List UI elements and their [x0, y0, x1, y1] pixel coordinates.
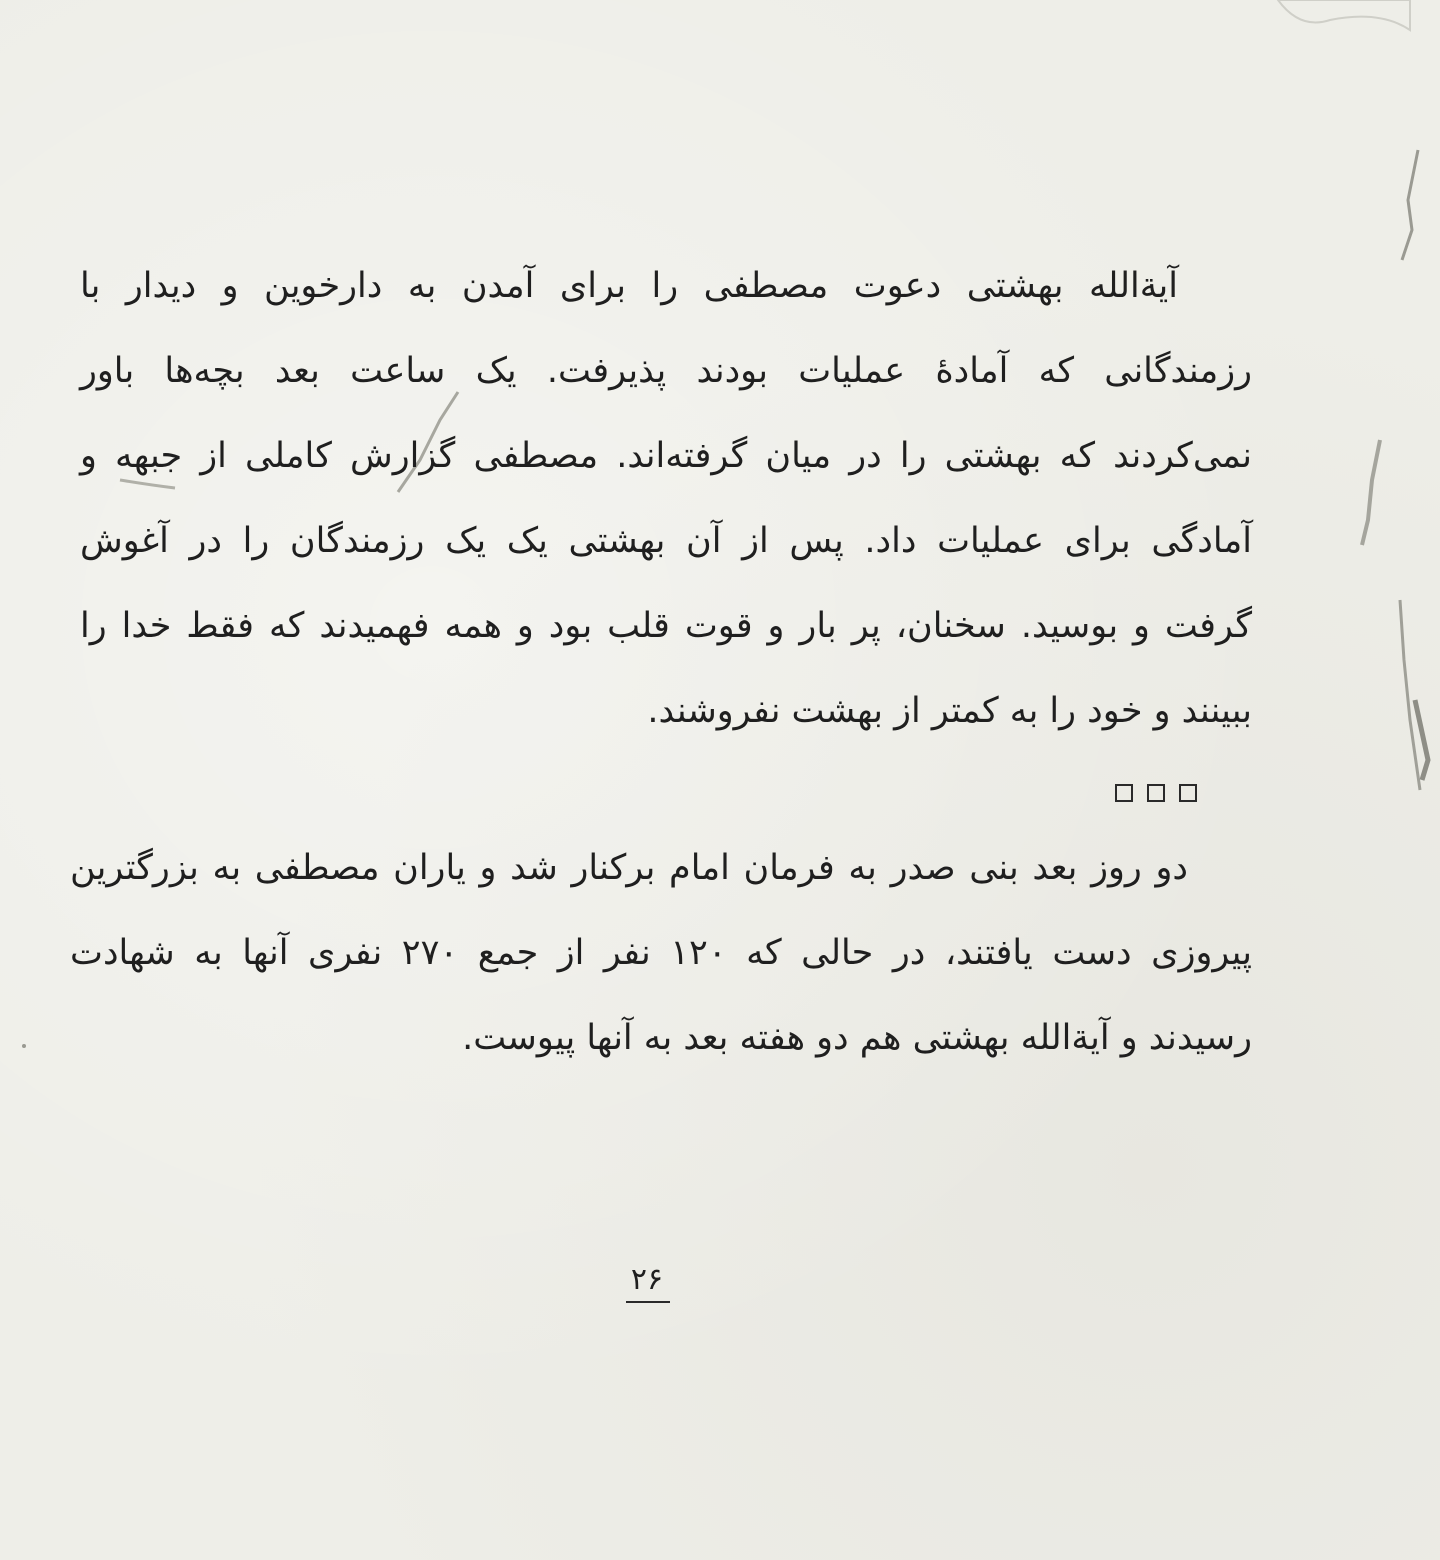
paragraph-1-line-4: آمادگی برای عملیات داد. پس از آن بهشتی یک یک رزمندگان را در آغوش — [80, 521, 1252, 561]
separator-box — [1179, 784, 1197, 802]
paragraph-1-line-6: ببینند و خود را به کمتر از بهشت نفروشند. — [647, 691, 1252, 731]
separator-box — [1115, 784, 1133, 802]
paragraph-1-line-2: رزمندگانی که آمادهٔ عملیات بودند پذیرفت. یک ساعت بعد بچه‌ها باور — [80, 351, 1252, 391]
section-separator — [1115, 782, 1197, 804]
separator-box — [1147, 784, 1165, 802]
paragraph-1 — [80, 244, 1252, 754]
paragraph-2-line-2: پیروزی دست یافتند، در حالی که ۱۲۰ نفر از جمع ۲۷۰ نفری آنها به شهادت — [70, 933, 1252, 973]
paragraph-1-line-1: آیة‌الله بهشتی دعوت مصطفی را برای آمدن به دارخوین و دیدار با — [80, 266, 1178, 306]
paragraph-1-line-5: گرفت و بوسید. سخنان، پر بار و قوت قلب بود و همه فهمیدند که فقط خدا را — [80, 606, 1252, 646]
paragraph-1-line-3: نمی‌کردند که بهشتی را در میان گرفته‌اند. مصطفی گزارش کاملی از جبهه و — [80, 436, 1252, 476]
page-number-underline — [626, 1301, 670, 1303]
page-number: ۲۶ — [630, 1262, 664, 1297]
paragraph-2 — [70, 826, 1252, 1081]
paragraph-2-line-1: دو روز بعد بنی صدر به فرمان امام برکنار شد و یاران مصطفی به بزرگترین — [70, 848, 1188, 888]
paragraph-2-line-3: رسیدند و آیة‌الله بهشتی هم دو هفته بعد به آنها پیوست. — [462, 1018, 1252, 1058]
